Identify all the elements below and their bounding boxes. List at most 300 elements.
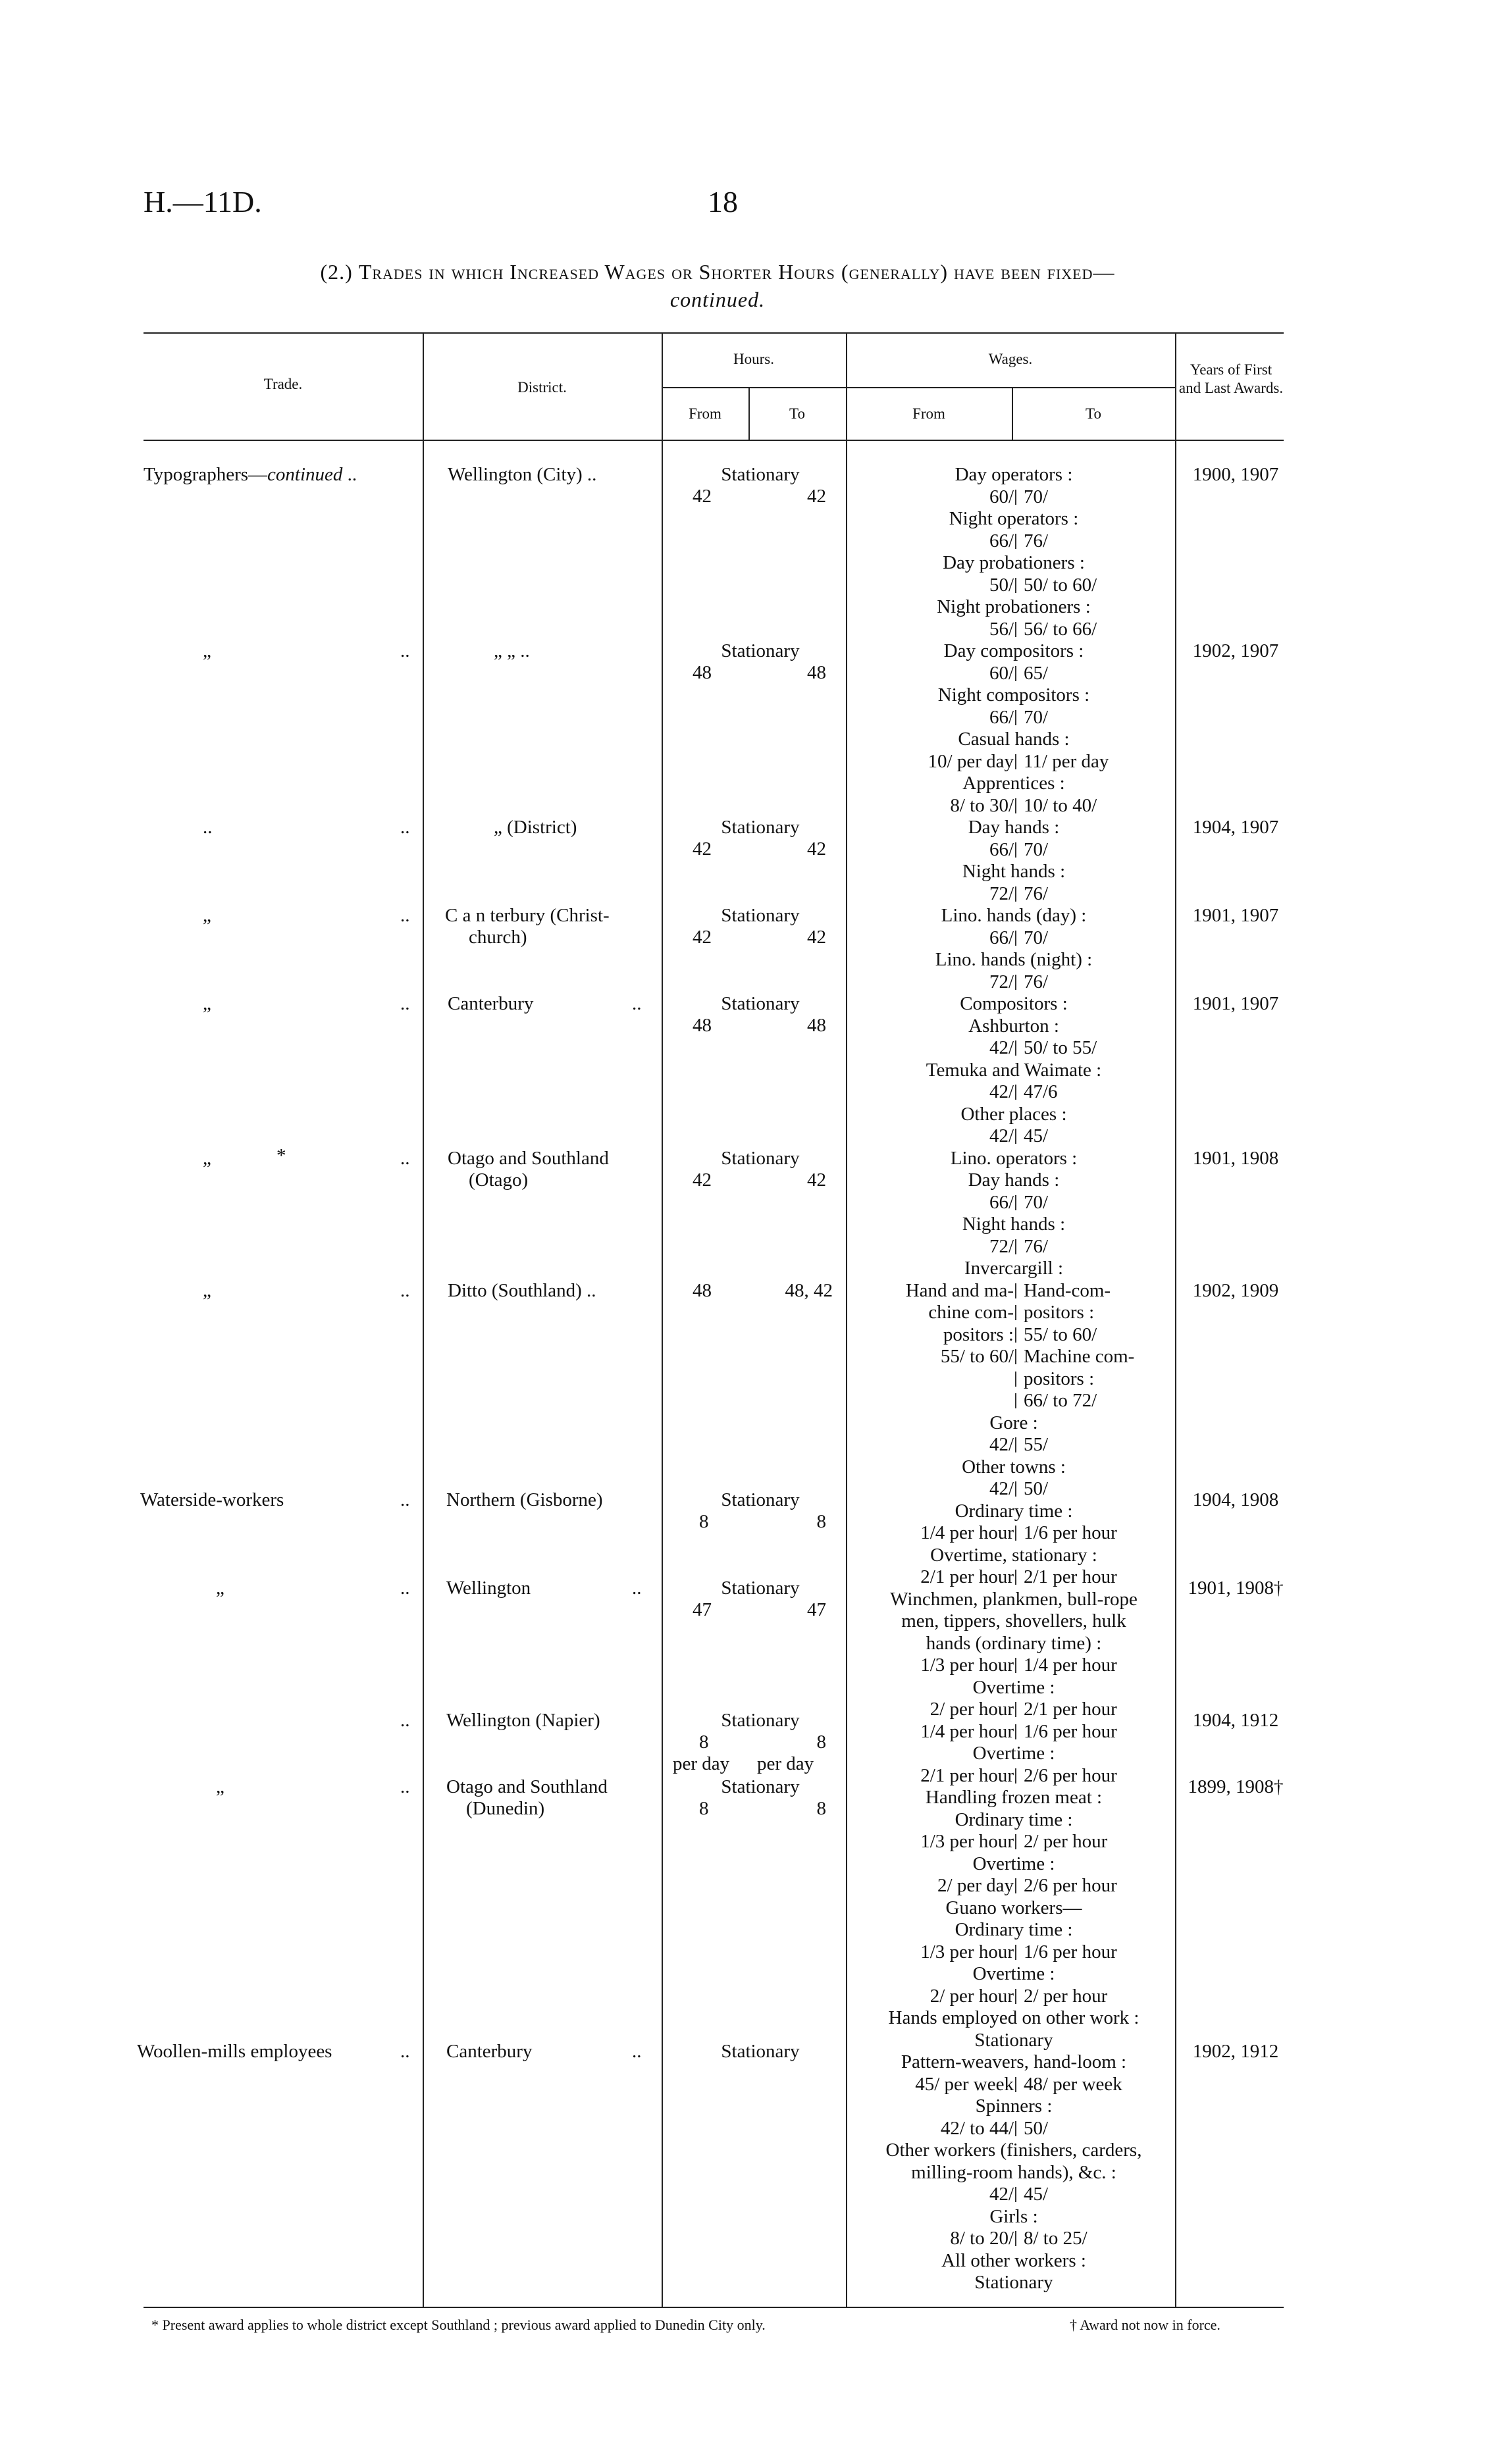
wage-to: 2/1 per hour — [1024, 1699, 1117, 1720]
footnote-star: * Present award applies to whole district except Southland ; previous award applied to Dunedin City only. — [151, 2317, 766, 2333]
wage-line — [849, 751, 1178, 773]
wage-line — [849, 2250, 1178, 2272]
trade-dots-11: .. — [400, 1776, 410, 1797]
wage-line — [849, 2272, 1178, 2294]
col-district: District. — [517, 379, 567, 396]
wage-line — [849, 1478, 1178, 1501]
wage-to: 66/ to 72/ — [1024, 1390, 1097, 1411]
wage-line — [849, 795, 1178, 817]
trade-dots-10: .. — [400, 1710, 410, 1731]
subheader-rule — [662, 387, 1175, 388]
wage-line — [849, 1280, 1178, 1302]
wage-line — [849, 1236, 1178, 1258]
wage-from: 72/ — [989, 1235, 1014, 1257]
trade-ditto-6: „ — [203, 1148, 211, 1169]
wage-from: 1/3 per hour — [920, 1831, 1014, 1852]
wage-to: 2/ per hour — [1024, 1985, 1108, 2007]
wage-to: 2/ per hour — [1024, 1831, 1108, 1852]
wage-from: 8/ to 30/ — [950, 794, 1014, 816]
col-wages-from: From — [912, 405, 945, 422]
hours-to-10: 8 — [816, 1732, 826, 1753]
wage-heading: Night compositors : — [937, 684, 1090, 706]
wage-heading: Night probationers : — [937, 596, 1091, 617]
wage-to: 76/ — [1024, 971, 1049, 992]
wage-to: 76/ — [1024, 530, 1049, 552]
years-5: 1901, 1907 — [1192, 993, 1279, 1014]
leader-dots: .. — [347, 464, 357, 485]
wage-line — [849, 1765, 1178, 1787]
wage-heading: Day probationers : — [943, 552, 1085, 573]
wage-to: Hand-com- — [1024, 1279, 1111, 1301]
district-1: Wellington (City) .. — [448, 464, 597, 485]
wage-line — [849, 1963, 1178, 1986]
divider-trade-district — [423, 332, 424, 2307]
district-12: Canterbury — [446, 2041, 533, 2062]
wage-heading: Night hands : — [962, 1214, 1066, 1235]
wage-heading: Day hands : — [968, 1169, 1060, 1191]
district-6b: (Otago) — [469, 1169, 529, 1191]
wage-divider — [1015, 578, 1016, 593]
wage-divider — [1015, 490, 1016, 505]
district-11b: (Dunedin) — [466, 1798, 545, 1819]
wage-divider — [1015, 1195, 1016, 1210]
title-main: Trades in which Increased Wages or Shorter Hours (generally) have been fixed— — [358, 260, 1115, 284]
wage-from: 72/ — [989, 971, 1014, 992]
wage-line — [849, 1434, 1178, 1456]
wage-line — [849, 1986, 1178, 2008]
wage-heading: Lino. operators : — [950, 1147, 1078, 1169]
wage-heading: Compositors : — [960, 993, 1068, 1014]
wage-divider — [1015, 1239, 1016, 1254]
wage-to: 1/6 per hour — [1024, 1522, 1117, 1543]
trade-ditto-9: „ — [216, 1578, 224, 1599]
wage-line — [849, 1875, 1178, 1897]
hours-to-11: 8 — [816, 1798, 826, 1819]
wage-line — [849, 2095, 1178, 2118]
trade-ditto-2 — [203, 640, 211, 663]
wage-line — [849, 575, 1178, 597]
wage-line — [849, 1081, 1178, 1104]
district-7: Ditto (Southland) .. — [448, 1280, 596, 1301]
wage-line — [849, 1721, 1178, 1743]
wage-line — [849, 2162, 1178, 2184]
hours-label-2: Stationary — [721, 640, 800, 661]
wage-divider — [1015, 842, 1016, 858]
wage-to: 8/ to 25/ — [1024, 2228, 1087, 2249]
hours-to-4: 42 — [807, 927, 826, 948]
wage-line — [849, 927, 1178, 950]
wage-to: 70/ — [1024, 486, 1049, 507]
wage-to: 47/6 — [1024, 1081, 1058, 1102]
title-prefix: (2.) — [320, 260, 353, 284]
wage-heading: Overtime, stationary : — [930, 1544, 1097, 1566]
wage-divider — [1015, 1702, 1016, 1717]
wage-divider — [1015, 1372, 1016, 1387]
wage-line — [849, 1809, 1178, 1832]
wage-from: 10/ per day — [928, 750, 1014, 772]
wage-divider — [1015, 622, 1016, 637]
wage-to: 70/ — [1024, 706, 1049, 728]
wage-to: 50/ to 60/ — [1024, 574, 1097, 596]
wage-line — [849, 1104, 1178, 1126]
trade-dots-2: .. — [400, 640, 410, 661]
wage-from: chine com- — [928, 1302, 1014, 1323]
wage-line — [849, 1015, 1178, 1038]
wage-divider — [1015, 1526, 1016, 1541]
wage-divider — [1015, 1768, 1016, 1784]
wage-line — [849, 1368, 1178, 1391]
wage-divider — [1015, 1349, 1016, 1364]
wage-line — [849, 2140, 1178, 2162]
wage-divider — [1015, 2121, 1016, 2136]
wage-divider — [1015, 1481, 1016, 1497]
wage-heading: Invercargill : — [964, 1258, 1064, 1279]
col-trade: Trade. — [263, 376, 303, 392]
wage-line — [849, 486, 1178, 509]
hours-from-8: 8 — [699, 1511, 709, 1532]
wage-divider — [1015, 1834, 1016, 1849]
wage-heading: Other workers (finishers, carders, — [885, 2140, 1142, 2161]
col-hours-from: From — [689, 405, 721, 422]
trade-dots-6: .. — [400, 1148, 410, 1169]
wage-line — [849, 1037, 1178, 1060]
wage-from: 2/1 per hour — [920, 1566, 1014, 1587]
wage-from: 56/ — [989, 618, 1014, 640]
wage-divider — [1015, 931, 1016, 946]
wage-line — [849, 971, 1178, 994]
col-wages: Wages. — [988, 351, 1033, 367]
wage-divider — [1015, 1129, 1016, 1144]
district-5-dots: .. — [632, 993, 642, 1014]
wage-heading: Handling frozen meat : — [925, 1787, 1103, 1808]
wage-divider — [1015, 1658, 1016, 1673]
trade-asterisk: * — [276, 1145, 286, 1166]
wage-line — [849, 1302, 1178, 1324]
wage-heading: Other towns : — [962, 1456, 1066, 1477]
wage-divider — [1015, 1040, 1016, 1056]
wage-line — [849, 1897, 1178, 1920]
wage-to: 45/ — [1024, 2184, 1049, 2205]
wage-heading: Spinners : — [975, 2095, 1053, 2117]
trade-typographers — [144, 464, 357, 486]
wage-from: 42/ — [989, 1434, 1014, 1455]
trade-continued: continued — [267, 464, 343, 485]
wage-line — [849, 2030, 1178, 2052]
wage-from: 60/ — [989, 486, 1014, 507]
wage-divider — [1015, 2231, 1016, 2246]
wage-line — [849, 1566, 1178, 1589]
wage-heading: hands (ordinary time) : — [926, 1632, 1102, 1654]
district-4: C a n terbury (Christ- — [445, 905, 610, 926]
wage-line — [849, 861, 1178, 883]
wage-heading: Lino. hands (night) : — [935, 949, 1093, 970]
title-continued: continued. — [669, 288, 766, 311]
wage-from: 1/4 per hour — [920, 1522, 1014, 1543]
wage-heading: Girls : — [989, 2205, 1038, 2227]
wage-from: 2/ per day — [937, 1875, 1014, 1896]
wage-heading: Ordinary time : — [955, 1809, 1073, 1830]
wage-to: 2/1 per hour — [1024, 1566, 1117, 1587]
wage-divider — [1015, 2077, 1016, 2092]
wage-from: 45/ per week — [915, 2073, 1014, 2095]
wage-line — [849, 619, 1178, 641]
years-8: 1904, 1908 — [1192, 1489, 1279, 1510]
wage-divider — [1015, 1945, 1016, 1960]
wage-line — [849, 2206, 1178, 2228]
wage-heading: Gore : — [989, 1412, 1038, 1433]
wage-line — [849, 883, 1178, 906]
trade-dots-3: .. — [400, 817, 410, 838]
wage-line — [849, 729, 1178, 751]
wage-line — [849, 2074, 1178, 2096]
wage-heading: Casual hands : — [958, 729, 1070, 750]
wage-line — [849, 552, 1178, 575]
wage-to: 55/ — [1024, 1434, 1049, 1455]
hours-label-5: Stationary — [721, 993, 800, 1014]
wage-to: 1/4 per hour — [1024, 1655, 1117, 1676]
hours-to-1: 42 — [807, 486, 826, 507]
wage-divider — [1015, 1393, 1016, 1408]
hours-unit-to-10: per day — [757, 1753, 814, 1774]
wage-to: 45/ — [1024, 1125, 1049, 1146]
hours-label-12: Stationary — [721, 2041, 800, 2062]
wage-line — [849, 1148, 1178, 1170]
wage-line — [849, 905, 1178, 927]
wage-line — [849, 839, 1178, 861]
wage-to: 50/ — [1024, 1478, 1049, 1499]
years-6: 1901, 1908 — [1192, 1148, 1279, 1169]
wage-from: 1/4 per hour — [920, 1720, 1014, 1742]
trade-dots-4: .. — [400, 905, 410, 926]
wage-heading: Ashburton : — [968, 1015, 1059, 1037]
hours-from-5: 48 — [693, 1015, 712, 1036]
wage-line — [849, 1545, 1178, 1567]
district-2: „ „ .. — [494, 640, 530, 661]
wage-line — [849, 2228, 1178, 2250]
wage-divider — [1015, 710, 1016, 725]
wage-line — [849, 1412, 1178, 1435]
wage-line — [849, 2184, 1178, 2206]
hours-from-7: 48 — [693, 1280, 712, 1301]
district-8: Northern (Gisborne) — [446, 1489, 603, 1510]
header-bottom-rule — [144, 440, 1284, 441]
wage-heading: Day compositors : — [943, 640, 1084, 661]
hours-from-10: 8 — [699, 1732, 709, 1753]
wage-line — [849, 1125, 1178, 1148]
hours-label-4: Stationary — [721, 905, 800, 926]
hours-label-8: Stationary — [721, 1489, 800, 1510]
table-title — [125, 258, 1310, 313]
district-12-dots: .. — [632, 2041, 642, 2062]
wage-divider — [1015, 1327, 1016, 1343]
hours-to-9: 47 — [807, 1599, 826, 1620]
wage-line — [849, 1214, 1178, 1236]
wage-line — [849, 2118, 1178, 2140]
years-11: 1899, 1908† — [1188, 1776, 1284, 1797]
wage-from: positors : — [943, 1323, 1014, 1345]
hours-to-7: 48, 42 — [785, 1280, 833, 1301]
district-5: Canterbury — [448, 993, 534, 1014]
wage-from: 42/ — [989, 1037, 1014, 1058]
hours-label-3: Stationary — [721, 817, 800, 838]
years-9: 1901, 1908† — [1188, 1578, 1284, 1599]
trade-dots-9: .. — [400, 1578, 410, 1599]
wage-to: positors : — [1024, 1302, 1095, 1323]
wage-line — [849, 1610, 1178, 1633]
district-9: Wellington — [446, 1578, 531, 1599]
hours-unit-from-10: per day — [673, 1753, 730, 1774]
wage-from: 1/3 per hour — [920, 1655, 1014, 1676]
wage-to: 70/ — [1024, 1191, 1049, 1213]
wage-line — [849, 1743, 1178, 1765]
col-hours: Hours. — [733, 351, 774, 367]
trade-typographers-label: Typographers— — [144, 464, 268, 485]
wage-heading: Ordinary time : — [955, 1500, 1073, 1522]
wage-from: 42/ — [989, 1081, 1014, 1102]
wage-to: 2/6 per hour — [1024, 1875, 1117, 1896]
wage-from: 42/ to 44/ — [940, 2117, 1014, 2139]
wage-divider — [1015, 1570, 1016, 1585]
page-code: H.—11D. — [144, 185, 262, 218]
years-7: 1902, 1909 — [1192, 1280, 1279, 1301]
years-3: 1904, 1907 — [1192, 817, 1279, 838]
wage-line — [849, 1919, 1178, 1941]
wage-to: 55/ to 60/ — [1024, 1323, 1097, 1345]
hours-label-10: Stationary — [721, 1710, 800, 1731]
hours-from-11: 8 — [699, 1798, 709, 1819]
district-4b: church) — [469, 927, 527, 948]
wage-line — [849, 1655, 1178, 1677]
wage-heading: Night hands : — [962, 861, 1066, 882]
hours-from-4: 42 — [693, 927, 712, 948]
wage-to: 70/ — [1024, 927, 1049, 948]
wage-divider — [1015, 2187, 1016, 2202]
divider-district-hours — [662, 332, 663, 2307]
wage-heading: Ordinary time : — [955, 1919, 1073, 1940]
trade-woollen: Woollen-mills employees — [137, 2041, 332, 2062]
trade-waterside: Waterside-workers — [140, 1489, 284, 1510]
wage-from: 66/ — [989, 1191, 1014, 1213]
wage-from: 2/1 per hour — [920, 1764, 1014, 1786]
wage-from: 66/ — [989, 927, 1014, 948]
wage-divider — [1015, 886, 1016, 902]
wage-heading: Overtime : — [972, 1963, 1055, 1984]
wage-line — [849, 707, 1178, 729]
wage-heading: Apprentices : — [962, 773, 1065, 794]
hours-label-9: Stationary — [721, 1578, 800, 1599]
col-years: Years of First and Last Awards. — [1178, 361, 1284, 396]
wage-line — [849, 1169, 1178, 1192]
trade-dots-8: .. — [400, 1489, 410, 1510]
years-2: 1902, 1907 — [1192, 640, 1279, 661]
wage-from: 42/ — [989, 1125, 1014, 1146]
wage-line — [849, 1941, 1178, 1964]
wage-line — [849, 1258, 1178, 1280]
wage-from: 42/ — [989, 2184, 1014, 2205]
footnote-dagger: † Award not now in force. — [1070, 2317, 1220, 2333]
wage-line — [849, 1390, 1178, 1412]
wage-line — [849, 1324, 1178, 1347]
wage-line — [849, 1501, 1178, 1523]
hours-from-1: 42 — [693, 486, 712, 507]
ditto-mark: „ — [203, 640, 211, 661]
wage-line — [849, 1192, 1178, 1214]
page-number: 18 — [708, 185, 738, 218]
district-9-dots: .. — [632, 1578, 642, 1599]
district-6: Otago and Southland — [448, 1148, 609, 1169]
wage-line — [849, 530, 1178, 553]
wage-line — [849, 2007, 1178, 2030]
wage-heading: Day hands : — [968, 817, 1060, 838]
wage-to: 50/ to 55/ — [1024, 1037, 1097, 1058]
wage-line — [849, 1456, 1178, 1479]
hours-from-6: 42 — [693, 1169, 712, 1191]
wage-line — [849, 817, 1178, 839]
wage-line — [849, 1633, 1178, 1655]
wage-heading: Overtime : — [972, 1853, 1055, 1874]
wage-to: positors : — [1024, 1368, 1095, 1389]
wage-heading: Day operators : — [955, 464, 1073, 485]
hours-from-3: 42 — [693, 838, 712, 860]
wage-heading: All other workers : — [941, 2249, 1086, 2271]
wage-heading: Temuka and Waimate : — [926, 1059, 1102, 1081]
hours-to-2: 48 — [807, 662, 826, 683]
wage-from: 72/ — [989, 883, 1014, 904]
wage-heading: Hands employed on other work : — [888, 2007, 1139, 2028]
hours-from-9: 47 — [693, 1599, 712, 1620]
col-hours-to: To — [789, 405, 805, 422]
wage-line — [849, 1853, 1178, 1876]
wage-line — [849, 2051, 1178, 2074]
wage-line — [849, 1787, 1178, 1809]
wage-line — [849, 1699, 1178, 1721]
years-4: 1901, 1907 — [1192, 905, 1279, 926]
trade-dots-12: .. — [400, 2041, 410, 2062]
wage-from: 2/ per hour — [930, 1699, 1014, 1720]
wage-divider — [1015, 1878, 1016, 1893]
wage-to: 2/6 per hour — [1024, 1764, 1117, 1786]
wage-from: 55/ to 60/ — [940, 1346, 1014, 1367]
years-1: 1900, 1907 — [1192, 464, 1279, 485]
wage-divider — [1015, 1724, 1016, 1739]
hours-label-11: Stationary — [721, 1776, 800, 1797]
wage-divider — [1015, 1283, 1016, 1298]
wage-divider — [1015, 1085, 1016, 1100]
hours-label-6: Stationary — [721, 1148, 800, 1169]
wage-heading: Winchmen, plankmen, bull-rope — [890, 1588, 1138, 1610]
wage-line — [849, 949, 1178, 971]
wage-to: 48/ per week — [1024, 2073, 1122, 2095]
divider-hours-wages — [846, 332, 847, 2307]
wage-to: 76/ — [1024, 883, 1049, 904]
wage-line — [849, 1677, 1178, 1699]
wage-heading: Night operators : — [949, 508, 1079, 529]
wage-from: 66/ — [989, 530, 1014, 552]
wage-to: 76/ — [1024, 1235, 1049, 1257]
trade-dots-5: .. — [400, 993, 410, 1014]
wage-divider — [1015, 1989, 1016, 2004]
wage-line — [849, 1060, 1178, 1082]
wage-heading: milling-room hands), &c. : — [911, 2161, 1116, 2183]
wage-line — [849, 663, 1178, 685]
district-3: „ (District) — [494, 817, 577, 838]
wage-divider — [1015, 1437, 1016, 1452]
wage-heading: men, tippers, shovellers, hulk — [901, 1610, 1126, 1631]
wage-to: 1/6 per hour — [1024, 1941, 1117, 1963]
wage-heading: Lino. hands (day) : — [941, 905, 1087, 926]
wage-line — [849, 1589, 1178, 1611]
wage-line — [849, 508, 1178, 530]
